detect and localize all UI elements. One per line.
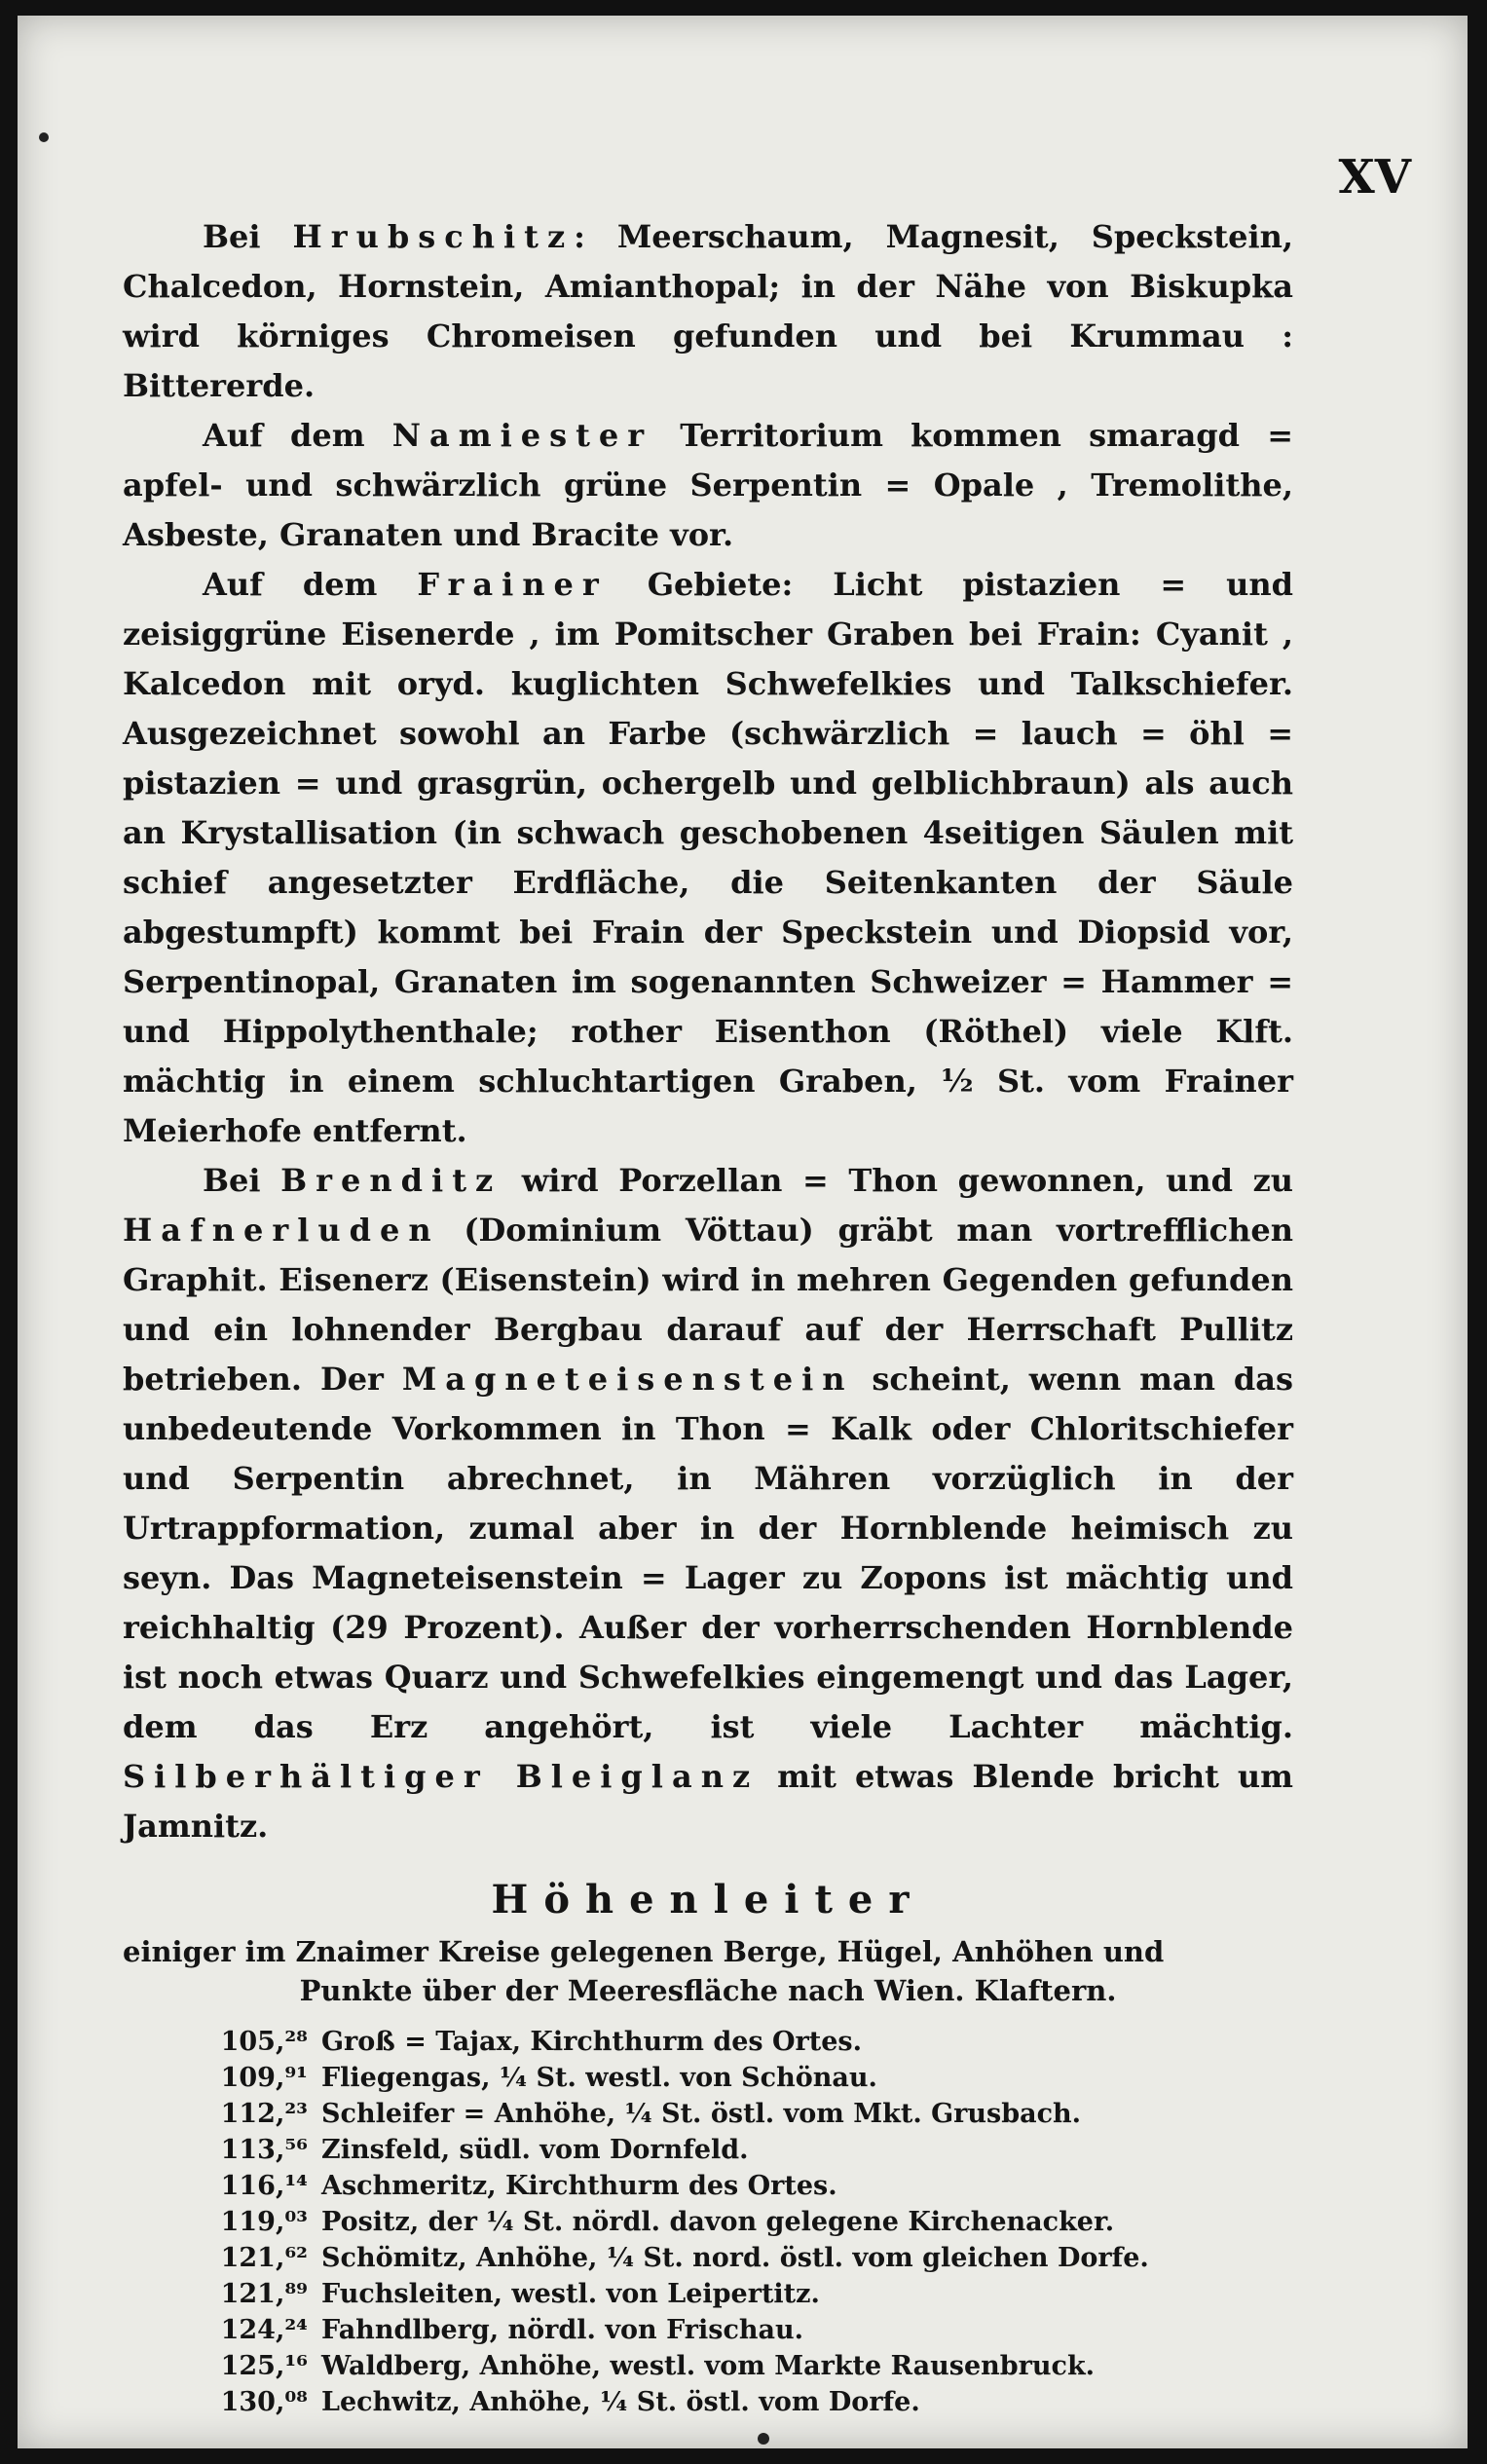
- text-body: [123, 212, 1293, 1851]
- book-page: [18, 16, 1468, 2448]
- paragraph-text: Auf dem: [203, 566, 418, 603]
- location-description: Schleifer = Anhöhe, ¼ St. östl. vom Mkt. Grusbach.: [321, 2099, 1082, 2129]
- paragraph: [123, 212, 1293, 411]
- table-row: [201, 2060, 1293, 2096]
- paragraph-text: Auf dem: [203, 417, 392, 454]
- paragraph-text: mit etwas Blende bricht um Jamnitz.: [123, 1758, 1294, 1845]
- table-row: [201, 2204, 1293, 2240]
- table-row: [201, 2024, 1293, 2060]
- paragraph-text: (Dominium Vöttau) gräbt man vortrefflichen Graphit. Eisenerz (Eisenstein) wird in mehren Gegenden gefunden und ein lohnender Bergbau darauf auf der Herrschaft Pullitz betrieben. Der: [123, 1212, 1293, 1398]
- table-intro-line1: einiger im Znaimer Kreise gelegenen Berge, Hügel, Anhöhen und: [123, 1935, 1165, 1968]
- location-description: Zinsfeld, südl. vom Dornfeld.: [321, 2135, 749, 2165]
- elevation-value: 130,⁰⁸: [220, 2387, 308, 2417]
- table-row: [201, 2132, 1293, 2168]
- paragraph-text: Bei: [203, 1162, 281, 1199]
- spaced-place-name: Hrubschitz: [292, 218, 575, 255]
- spaced-place-name: Namiester: [391, 417, 653, 454]
- table-intro-line2: Punkte über der Meeresfläche nach Wien. Klaftern.: [299, 1974, 1117, 2007]
- location-description: Fliegengas, ¼ St. westl. von Schönau.: [321, 2063, 877, 2093]
- elevation-value: 124,²⁴: [220, 2315, 308, 2345]
- table-row: [201, 2240, 1293, 2276]
- paragraph-text: scheint, wenn man das unbedeutende Vorkommen in Thon = Kalk oder Chloritschiefer und Serpentin abrechnet, in Mähren vorzüglich in der Urtrappformation, zumal aber in der Hornblende heimisch zu seyn. Das Magneteisenstein = Lager zu Zopons ist mächtig und reichhaltig (29 Prozent). Außer der vorherrschenden Hornblende ist noch etwas Quarz und Schwefelkies eingemengt und das Lager, dem das Erz angehört, ist viele Lachter mächtig.: [123, 1361, 1293, 1745]
- paragraph: [123, 411, 1293, 560]
- location-description: Aschmeritz, Kirchthurm des Ortes.: [321, 2171, 837, 2201]
- table-row: [201, 2312, 1293, 2348]
- elevation-value: 105,²⁸: [220, 2027, 308, 2057]
- elevation-table: [123, 1877, 1293, 2420]
- table-row: [201, 2276, 1293, 2312]
- spaced-place-name: Frainer: [417, 566, 608, 603]
- paragraph-text: Bei: [203, 218, 293, 255]
- location-description: Lechwitz, Anhöhe, ¼ St. östl. vom Dorfe.: [321, 2387, 920, 2417]
- paragraph-text: Territorium kommen smaragd = apfel- und schwärzlich grüne Serpentin = Opale , Tremolithe, Asbeste, Granaten und Bracite vor.: [123, 417, 1294, 553]
- spaced-place-name: Silberhältiger Bleiglanz: [123, 1758, 760, 1795]
- paragraph: [123, 560, 1293, 1156]
- location-description: Schömitz, Anhöhe, ¼ St. nord. östl. vom gleichen Dorfe.: [321, 2243, 1149, 2273]
- elevation-value: 119,⁰³: [220, 2207, 308, 2237]
- table-title: Höhenleiter: [491, 1877, 925, 1923]
- elevation-value: 125,¹⁶: [220, 2351, 308, 2381]
- elevation-value: 109,⁹¹: [220, 2063, 308, 2093]
- page-number: XV: [1338, 150, 1411, 205]
- elevation-value: 116,¹⁴: [220, 2171, 308, 2201]
- location-description: Fahndlberg, nördl. von Frischau.: [321, 2315, 804, 2345]
- elevation-value: 113,⁵⁶: [220, 2135, 308, 2165]
- location-description: Waldberg, Anhöhe, westl. vom Markte Rausenbruck.: [321, 2351, 1096, 2381]
- table-rows: [201, 2024, 1293, 2420]
- elevation-value: 112,²³: [220, 2099, 308, 2129]
- table-row: [201, 2096, 1293, 2132]
- paragraph-text: wird Porzellan = Thon gewonnen, und zu: [502, 1162, 1294, 1199]
- location-description: Fuchsleiten, westl. von Leipertitz.: [321, 2279, 820, 2309]
- elevation-value: 121,⁶²: [220, 2243, 308, 2273]
- spaced-place-name: Magneteisenstein: [401, 1361, 854, 1398]
- spaced-place-name: Brenditz: [280, 1162, 502, 1199]
- table-row: [201, 2168, 1293, 2204]
- table-intro: [123, 1932, 1293, 2010]
- location-description: Groß = Tajax, Kirchthurm des Ortes.: [321, 2027, 862, 2057]
- location-description: Positz, der ¼ St. nördl. davon gelegene Kirchenacker.: [321, 2207, 1115, 2237]
- paragraph-text: Gebiete: Licht pistazien = und zeisiggrüne Eisenerde , im Pomitscher Graben bei Frain: Cyanit , Kalcedon mit oryd. kuglichten Schwefelkies und Talkschiefer. Ausgezeichnet sowohl an Farbe (schwärzlich = lauch = öhl = pistazien = und grasgrün, ochergelb und gelblichbraun) als auch an Krystallisation (in schwach geschobenen 4seitigen Säulen mit schief angesetzter Erdfläche, die Seitenkanten der Säule abgestumpft) kommt bei Frain der Speckstein und Diopsid vor, Serpentinopal, Granaten im sogenannten Schweizer = Hammer = und Hippolythenthale; rother Eisenthon (Röthel) viele Klft. mächtig in einem schluchtartigen Graben, ½ St. vom Frainer Meierhofe entfernt.: [123, 566, 1294, 1149]
- table-row: [201, 2384, 1293, 2420]
- ink-speck: [758, 2433, 769, 2445]
- page-content: [123, 212, 1293, 2420]
- ink-speck: [39, 132, 49, 142]
- paragraph-text: : Meerschaum, Magnesit, Speckstein, Chalcedon, Hornstein, Amianthopal; in der Nähe von Biskupka wird körniges Chromeisen gefunden und bei Krummau : Bittererde.: [123, 218, 1294, 404]
- table-row: [201, 2348, 1293, 2384]
- paragraph: [123, 1156, 1293, 1851]
- spaced-place-name: Hafnerluden: [123, 1212, 440, 1249]
- elevation-value: 121,⁸⁹: [220, 2279, 308, 2309]
